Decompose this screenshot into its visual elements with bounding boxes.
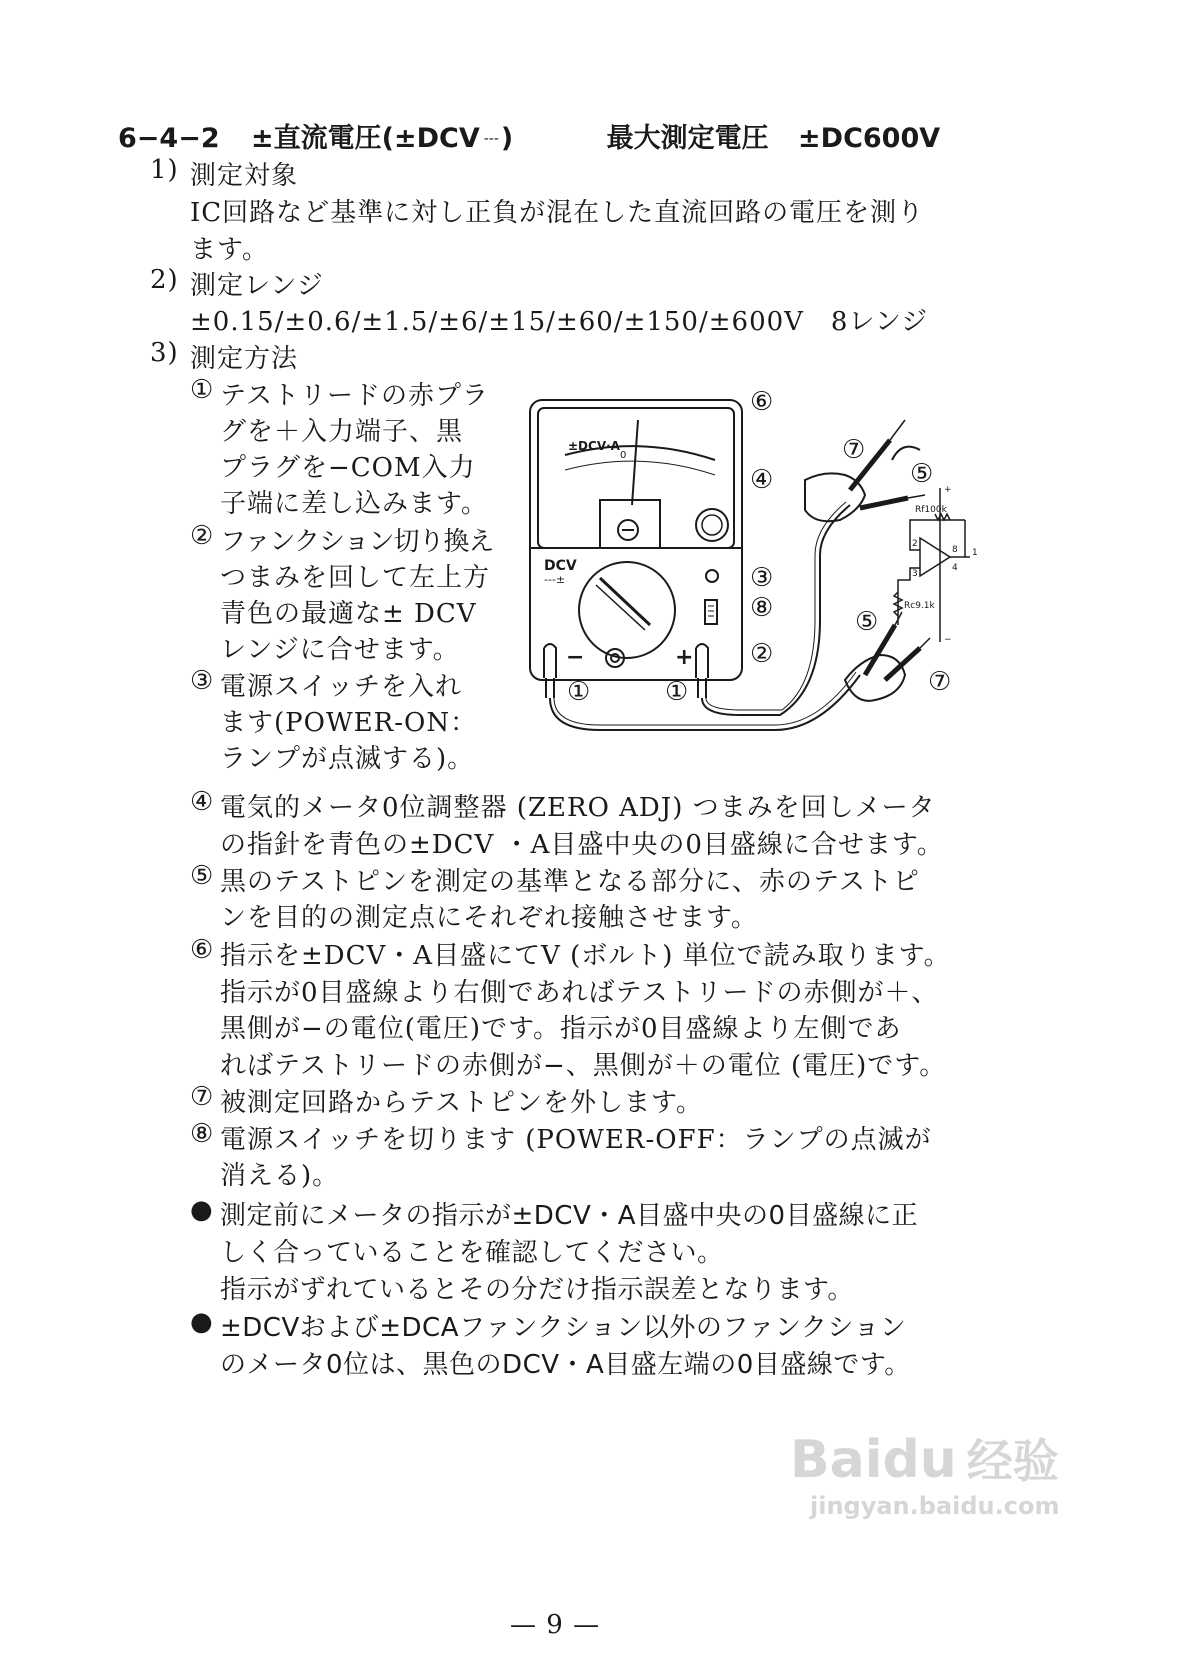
- section-3-number: 3): [150, 338, 179, 368]
- circuit-plus: +: [944, 485, 952, 495]
- black-plug: [544, 644, 556, 698]
- dial-sub: ---±: [544, 573, 566, 586]
- callout-8: ⑧: [750, 593, 774, 623]
- rf-label: Rf100k: [915, 505, 947, 515]
- step-2-line: つまみを回して左上方: [220, 563, 491, 593]
- plus-terminal: +: [675, 645, 694, 670]
- max-voltage-label: 最大測定電圧: [606, 123, 769, 154]
- section-2-title: 測定レンジ: [190, 271, 324, 301]
- watermark-url: jingyan.baidu.com: [810, 1492, 1060, 1520]
- section-3-title: 測定方法: [190, 344, 299, 374]
- callout-3: ③: [750, 563, 774, 593]
- callout-7a: ⑦: [842, 435, 866, 465]
- step-4-line: の指針を青色の±DCV ・A目盛中央の0目盛線に合せます。: [220, 830, 944, 860]
- step-3-mark: ③: [190, 666, 215, 696]
- pin-2: 2: [912, 539, 918, 549]
- pin-4: 4: [952, 563, 958, 573]
- zero-mark: 0: [620, 450, 627, 461]
- pin-3: 3: [912, 569, 918, 579]
- step-5-mark: ⑤: [190, 861, 215, 891]
- callout-4: ④: [750, 465, 774, 495]
- dc-symbol: ---: [483, 131, 499, 147]
- rc-label: Rc9.1k: [904, 601, 935, 611]
- step-8-mark: ⑧: [190, 1119, 215, 1149]
- step-7-mark: ⑦: [190, 1082, 215, 1112]
- note-2-line: ±DCVおよび±DCAファンクション以外のファンクション: [220, 1313, 907, 1343]
- step-1-line: テストリードの赤プラ: [220, 381, 489, 411]
- step-5-line: ンを目的の測定点にそれぞれ接触させます。: [220, 903, 758, 933]
- watermark-brand-cn: 经验: [966, 1434, 1059, 1488]
- pin-1: 1: [972, 548, 978, 558]
- max-voltage-value: ±DC600V: [798, 123, 941, 154]
- opamp-symbol: [920, 538, 950, 576]
- step-7-line: 被測定回路からテストピンを外します。: [220, 1088, 703, 1118]
- pin-8: 8: [952, 545, 958, 555]
- note-1-line: 指示がずれているとその分だけ指示誤差となります。: [220, 1275, 854, 1305]
- meter-window: [538, 408, 734, 548]
- callout-6: ⑥: [750, 387, 774, 417]
- step-6-line: 指示を±DCV・A目盛にてV (ボルト) 単位で読み取ります。: [220, 941, 951, 971]
- callout-5b: ⑤: [855, 607, 879, 637]
- step-4-line: 電気的メータ0位調整器 (ZERO ADJ) つまみを回しメータ: [220, 793, 936, 823]
- zero-adjust-dial: [696, 509, 728, 541]
- step-2-line: 青色の最適な± DCV: [220, 599, 477, 629]
- step-8-line: 消える)。: [220, 1161, 340, 1191]
- step-1-line: 子端に差し込みます。: [220, 489, 488, 519]
- step-3-line: ランプが点滅する)。: [220, 744, 475, 774]
- section-1-line-1: IC回路など基準に対し正負が混在した直流回路の電圧を測り: [190, 198, 925, 228]
- callout-1a: ①: [567, 677, 591, 707]
- step-8-line: 電源スイッチを切ります (POWER-OFF：ランプの点滅が: [220, 1125, 932, 1155]
- upper-black-probe: [860, 498, 908, 508]
- step-2-line: レンジに合せます。: [220, 635, 460, 665]
- step-4-mark: ④: [190, 787, 215, 817]
- section-1-title: 測定対象: [190, 161, 299, 191]
- tester-connection-figure: [520, 380, 990, 760]
- watermark-brand: [790, 1425, 1059, 1491]
- step-5-line: 黒のテストピンを測定の基準となる部分に、赤のテストピ: [220, 867, 920, 897]
- callout-1b: ①: [665, 677, 689, 707]
- step-1-line: プラグを−COM入力: [220, 453, 476, 483]
- step-2-line: ファンクション切り換え: [220, 527, 494, 557]
- step-3-line: 電源スイッチを入れ: [220, 672, 462, 702]
- note-1-line: 測定前にメータの指示が±DCV・A目盛中央の0目盛線に正: [220, 1201, 919, 1231]
- circuit-minus: −: [944, 635, 952, 645]
- note-1-line: しく合っていることを確認してください。: [220, 1238, 724, 1268]
- red-plug: [696, 644, 708, 698]
- minus-terminal: −: [566, 645, 585, 670]
- lower-red-probe: [885, 648, 920, 680]
- heading-close: ): [500, 123, 514, 154]
- scale-label: ±DCV·A: [568, 439, 620, 453]
- note-2-line: のメータ0位は、黒色のDCV・A目盛左端の0目盛線です。: [220, 1350, 911, 1380]
- step-2-mark: ②: [190, 521, 215, 551]
- step-6-mark: ⑥: [190, 935, 215, 965]
- callout-7b: ⑦: [928, 667, 952, 697]
- step-3-line: ます(POWER-ON：: [220, 708, 478, 738]
- callout-2: ②: [750, 639, 774, 669]
- note-1-bullet: ●: [190, 1195, 214, 1225]
- watermark-brand-text: Baidu: [790, 1430, 957, 1490]
- step-1-mark: ①: [190, 375, 215, 405]
- section-1-line-2: ます。: [190, 235, 269, 265]
- section-heading: [118, 116, 940, 155]
- callout-5a: ⑤: [910, 459, 934, 489]
- section-1-number: 1): [150, 155, 179, 185]
- step-1-line: グを＋入力端子、黒: [220, 417, 464, 447]
- heading-title: ±直流電圧(±DCV: [251, 123, 480, 154]
- range-list: ±0.15/±0.6/±1.5/±6/±15/±60/±150/±600V 8レンジ: [190, 307, 929, 337]
- dial-label: DCV: [544, 558, 577, 574]
- meter-needle: [632, 420, 638, 505]
- power-lamp: [706, 570, 718, 582]
- step-6-line: ればテストリードの赤側が−、黒側が＋の電位 (電圧)です。: [220, 1051, 947, 1081]
- note-2-bullet: ●: [190, 1307, 214, 1337]
- heading-number: 6−4−2: [118, 123, 220, 154]
- function-knob: [579, 562, 675, 658]
- section-2-number: 2): [150, 265, 179, 295]
- step-6-line: 指示が0目盛線より右側であればテストリードの赤側が＋、: [220, 978, 939, 1008]
- power-switch: [705, 600, 717, 624]
- step-6-line: 黒側が−の電位(電圧)です。指示が0目盛線より左側であ: [220, 1014, 902, 1044]
- page-number: — 9 —: [510, 1610, 601, 1640]
